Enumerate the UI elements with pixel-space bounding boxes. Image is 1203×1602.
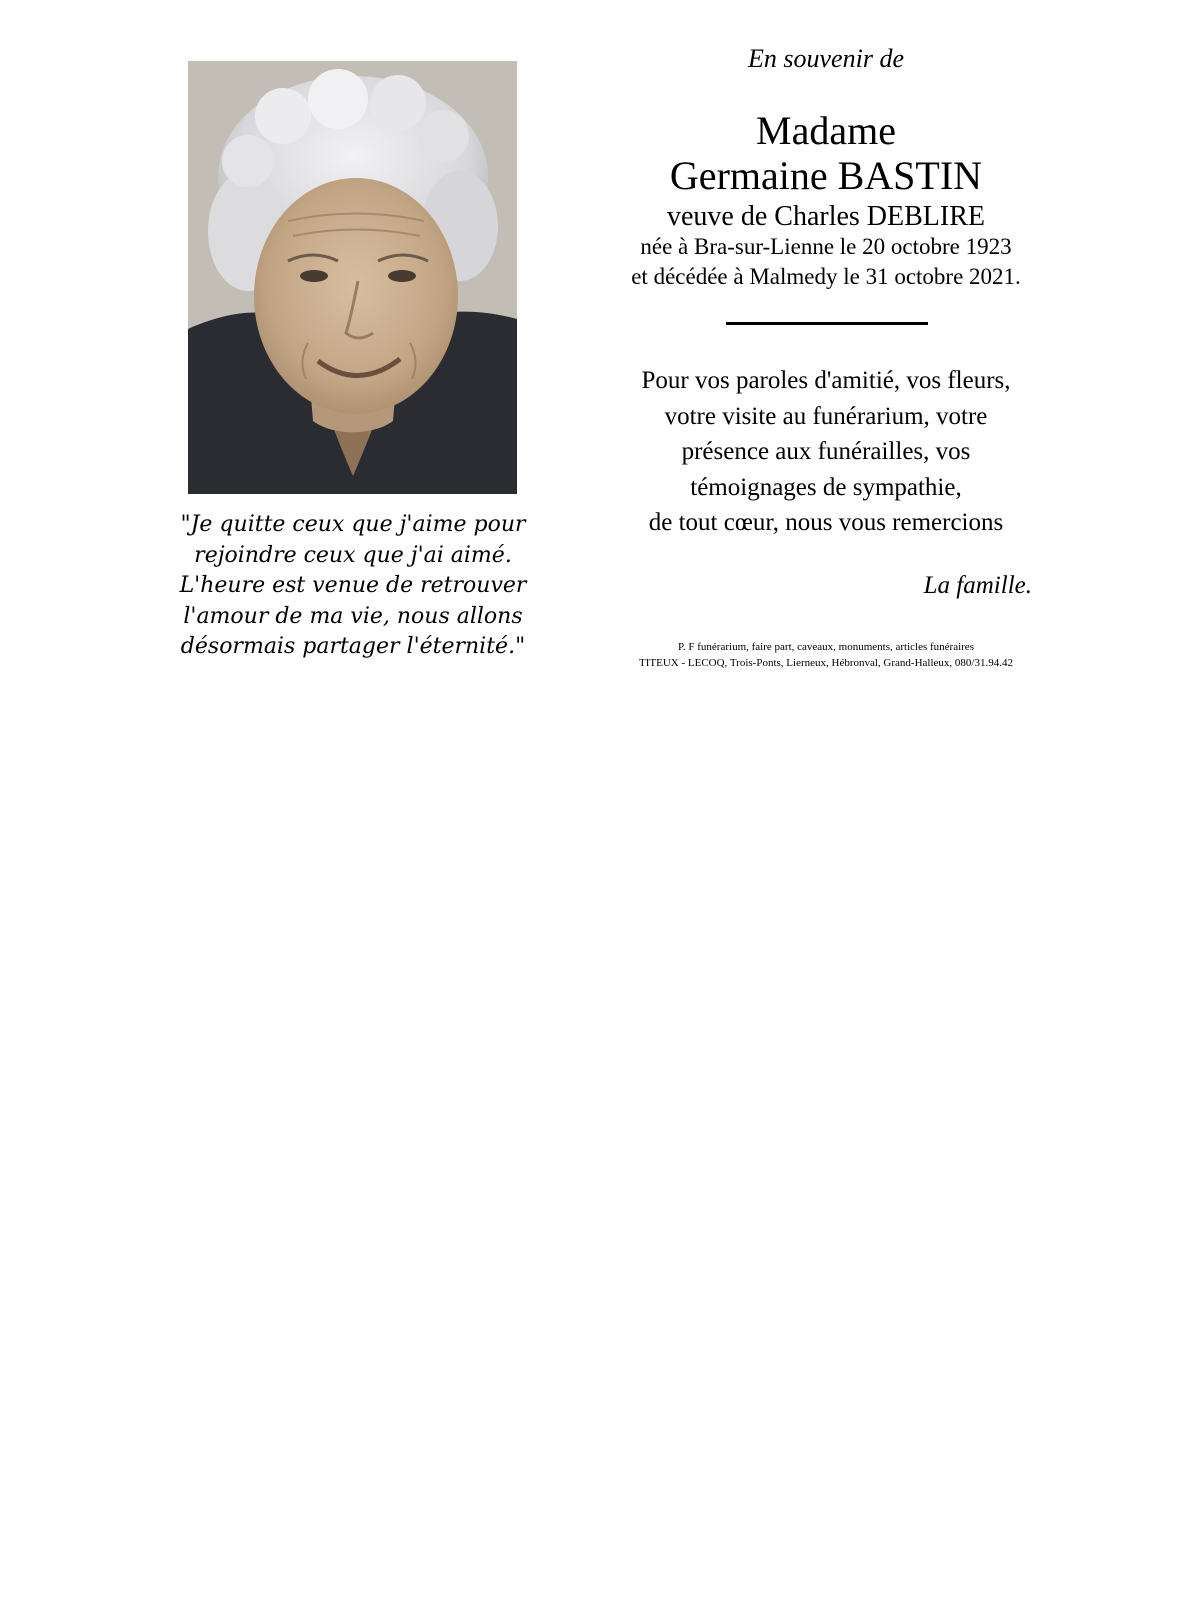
memorial-quote	[150, 510, 556, 663]
quote-line: rejoindre ceux que j'ai aimé.	[194, 542, 512, 568]
footer-line-contact: TITEUX - LECOQ, Trois-Ponts, Lierneux, Hébronval, Grand-Halleux, 080/31.94.42	[639, 657, 1013, 669]
thanks-line: Pour vos paroles d'amitié, vos fleurs,	[641, 367, 1011, 394]
quote-line: l'amour de ma vie, nous allons	[183, 603, 523, 629]
spouse-line: veuve de Charles DEBLIRE	[666, 201, 986, 232]
thanks-line: présence aux funérailles, vos	[681, 438, 971, 465]
thanks-line: votre visite au funérarium, votre	[664, 402, 988, 430]
divider-rule	[726, 322, 928, 325]
family-signature: La famille.	[923, 572, 1032, 599]
portrait-photo	[188, 61, 517, 494]
footer-line-services: P. F funérarium, faire part, caveaux, monuments, articles funéraires	[678, 641, 974, 653]
thanks-paragraph	[600, 363, 1052, 541]
quote-line: désormais partager l'éternité."	[180, 634, 526, 659]
intro-text: En souvenir de	[748, 44, 904, 73]
honorific: Madame	[756, 108, 896, 153]
birth-line: née à Bra-sur-Lienne le 20 octobre 1923	[640, 234, 1012, 259]
thanks-line: témoignages de sympathie,	[690, 473, 962, 501]
funeral-home-footer	[600, 639, 1052, 671]
quote-line: L'heure est venue de retrouver	[179, 573, 527, 598]
portrait-photo-icon	[188, 61, 517, 494]
thanks-line: de tout cœur, nous vous remercions	[648, 509, 1004, 536]
deceased-name: Germaine BASTIN	[669, 153, 983, 198]
quote-line: "Je quitte ceux que j'aime pour	[180, 512, 526, 537]
death-line: et décédée à Malmedy le 31 octobre 2021.	[631, 264, 1021, 289]
